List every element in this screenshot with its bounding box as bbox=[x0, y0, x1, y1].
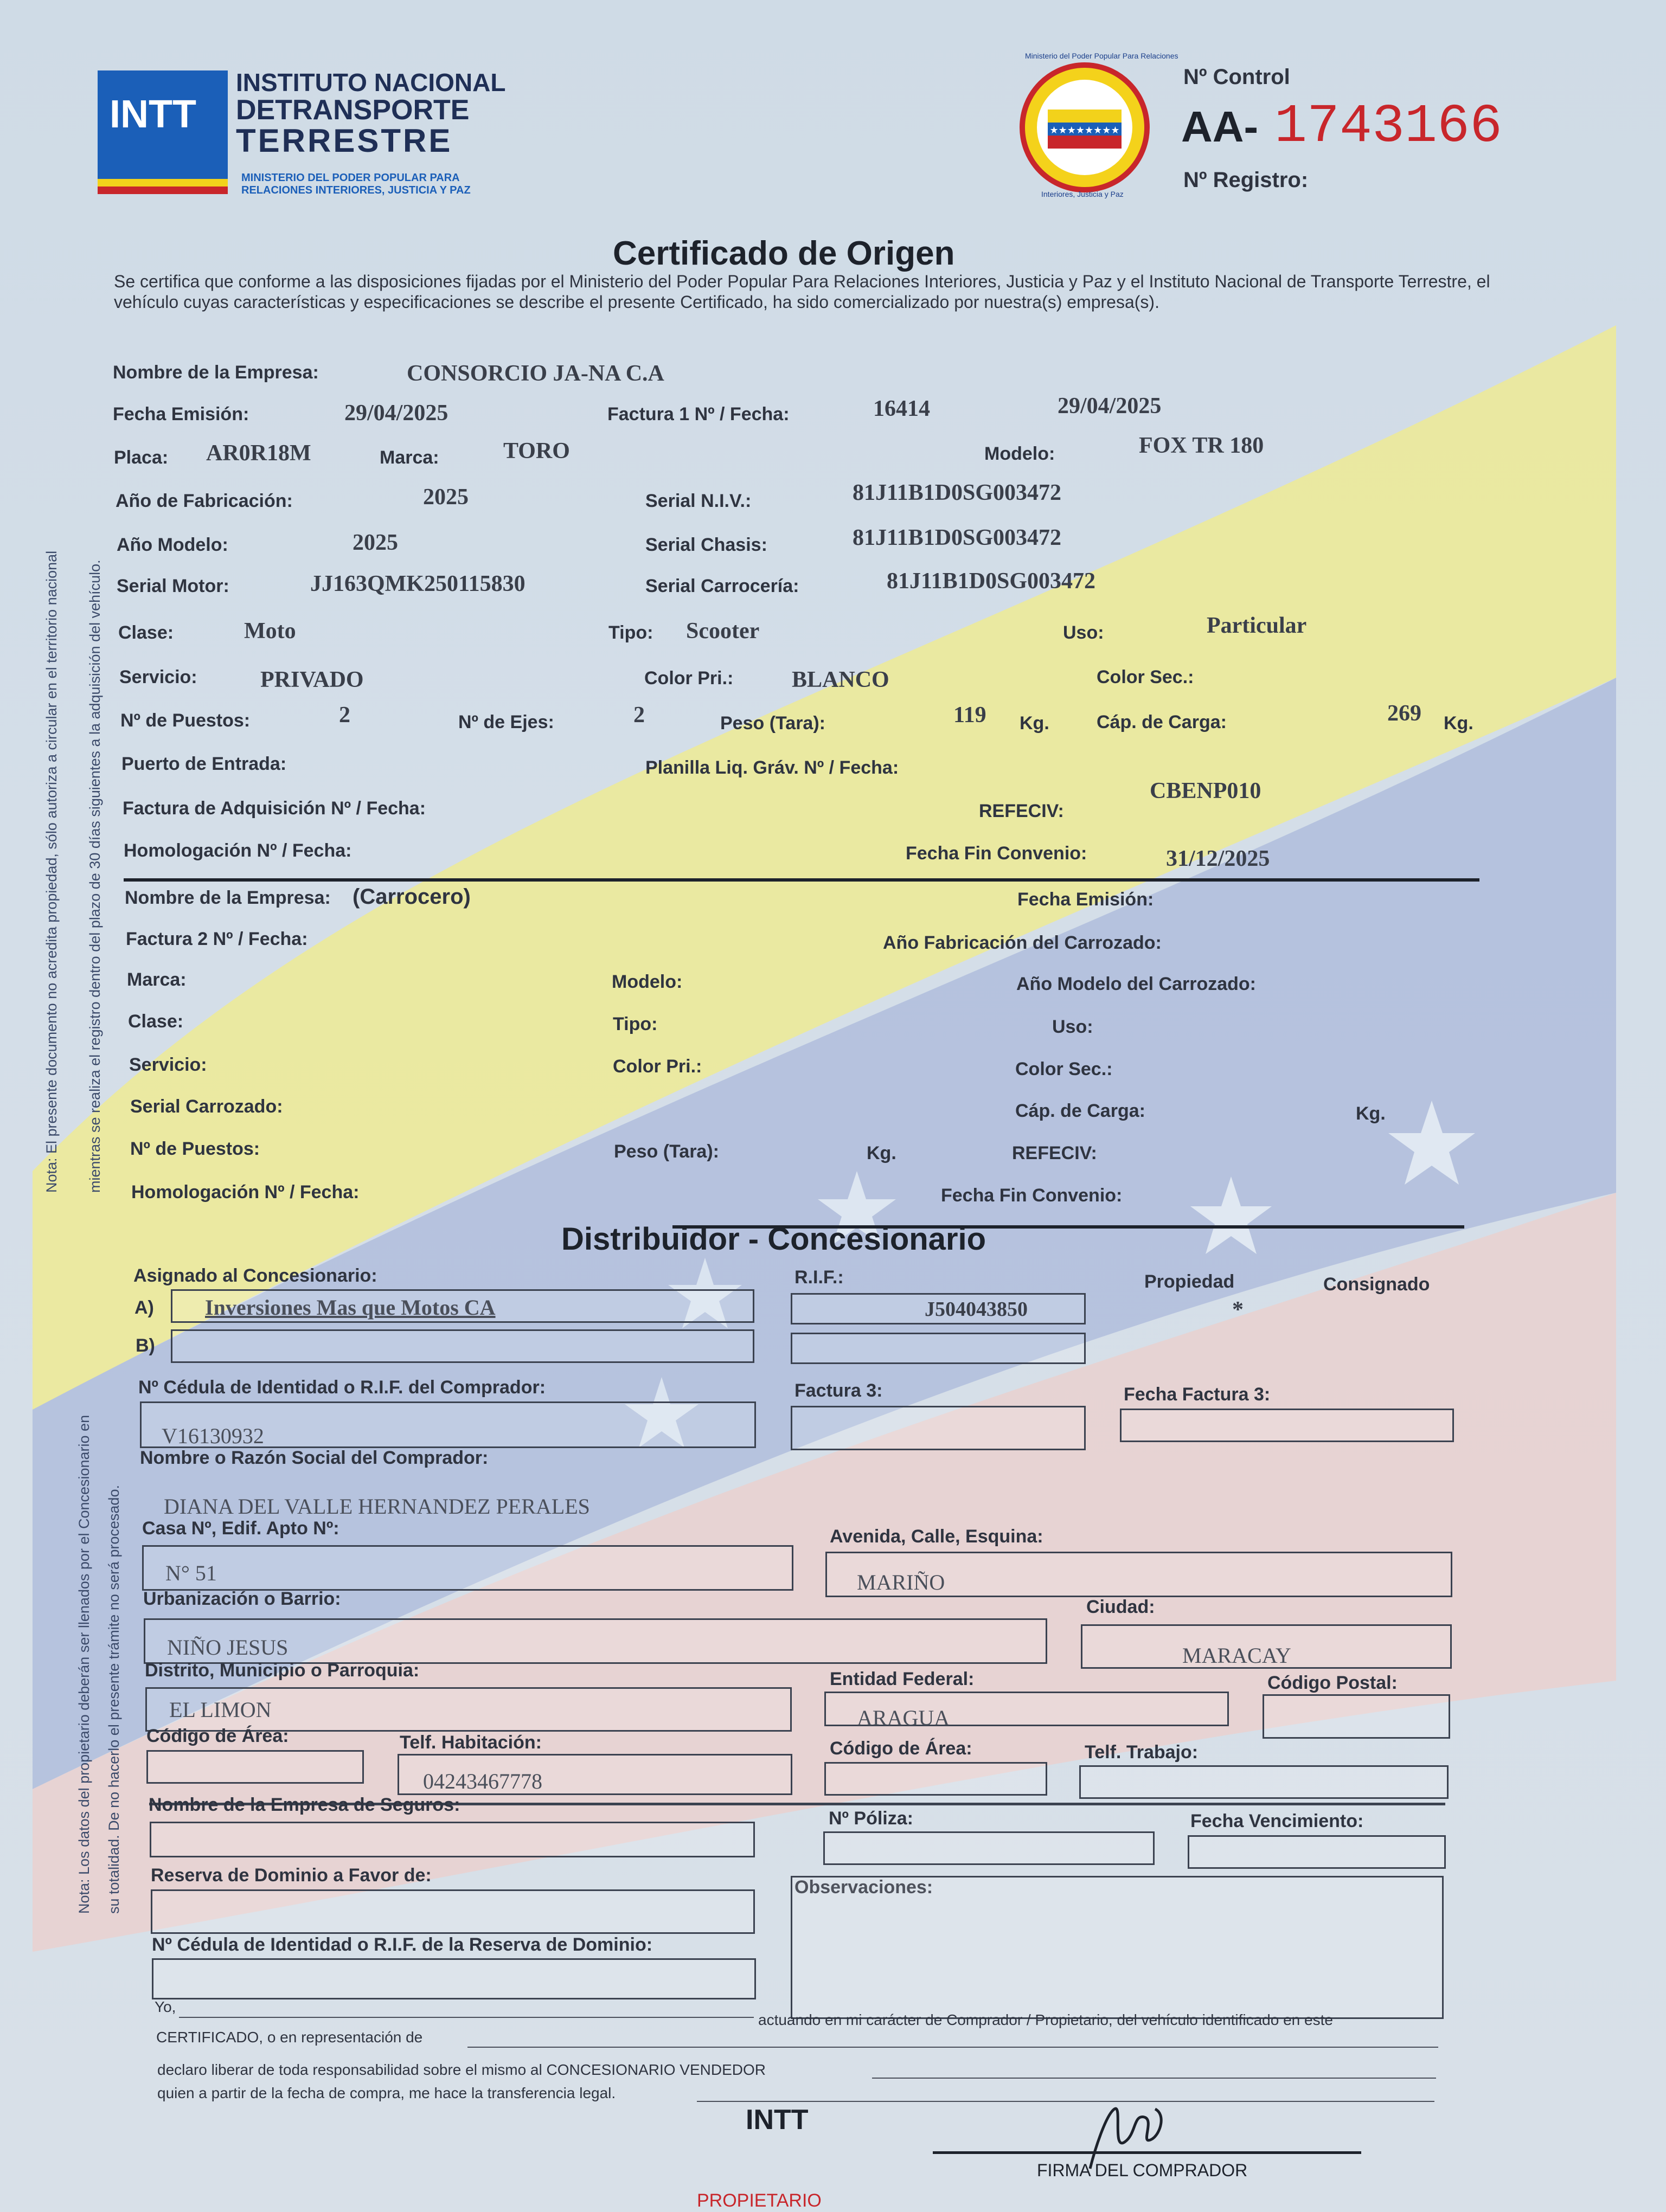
fecha-emision-value: 29/04/2025 bbox=[344, 401, 448, 426]
ejes-label: Nº de Ejes: bbox=[458, 712, 554, 732]
tipo-value: Scooter bbox=[686, 619, 760, 644]
clase-label: Clase: bbox=[118, 622, 174, 643]
footer-quien: quien a partir de la fecha de compra, me hace la transferencia legal. bbox=[157, 2085, 616, 2101]
logo-flag-stripe bbox=[98, 179, 228, 187]
casa-label: Casa Nº, Edif. Apto Nº: bbox=[142, 1518, 339, 1539]
refeciv2-label: REFECIV: bbox=[1012, 1143, 1097, 1163]
ministry-seal bbox=[1003, 60, 1166, 201]
consignado-label: Consignado bbox=[1323, 1274, 1430, 1295]
observaciones-label: Observaciones: bbox=[794, 1877, 933, 1898]
refeciv-label: REFECIV: bbox=[979, 801, 1064, 821]
telf-trabajo-field[interactable] bbox=[1079, 1765, 1449, 1799]
factura-adq-label: Factura de Adquisición Nº / Fecha: bbox=[123, 798, 426, 819]
carrocero-label: (Carrocero) bbox=[353, 885, 471, 909]
rif-label: R.I.F.: bbox=[794, 1267, 844, 1288]
logo-sub2: RELACIONES INTERIORES, JUSTICIA Y PAZ bbox=[241, 184, 471, 196]
serial-carroceria-value: 81J11B1D0SG003472 bbox=[887, 569, 1096, 594]
logo-sub1: MINISTERIO DEL PODER POPULAR PARA bbox=[241, 172, 460, 184]
distrito-label: Distrito, Municipio o Parroquia: bbox=[145, 1660, 420, 1681]
signature-line bbox=[872, 2078, 1436, 2079]
fecha-factura3-label: Fecha Factura 3: bbox=[1124, 1384, 1271, 1405]
fecha-fin-label: Fecha Fin Convenio: bbox=[906, 843, 1087, 864]
side-note-top-2: mientras se realiza el registro dentro del plazo de 30 días siguientes a la adquisición del vehículo. bbox=[87, 560, 103, 1193]
peso-value: 119 bbox=[953, 703, 986, 728]
homologacion2-label: Homologación Nº / Fecha: bbox=[131, 1182, 360, 1203]
firma-line bbox=[933, 2151, 1361, 2154]
homologacion-label: Homologación Nº / Fecha: bbox=[124, 840, 352, 861]
peso2-unit: Kg. bbox=[867, 1143, 896, 1163]
serial-motor-value: JJ163QMK250115830 bbox=[310, 571, 526, 596]
concesionario-a-value: Inversiones Mas que Motos CA bbox=[205, 1295, 496, 1320]
intro-text: Se certifica que conforme a las disposiciones fijadas por el Ministerio del Poder Popular Para Relaciones Interiores, Justicia y Paz y el Instituto Nacional de Transporte Terrestre, el vehículo cuyas características y especificaciones se describe el presente Certificado, ha sido comercializado por nuestra(s) empresa(s). bbox=[114, 272, 1490, 312]
logo-flag-stripe bbox=[98, 187, 228, 194]
casa-value: N° 51 bbox=[165, 1561, 217, 1585]
color-sec-label: Color Sec.: bbox=[1097, 667, 1194, 687]
nombre-value: DIANA DEL VALLE HERNANDEZ PERALES bbox=[164, 1494, 590, 1519]
distribuidor-title: Distribuidor - Concesionario bbox=[561, 1221, 986, 1257]
puerto-label: Puerto de Entrada: bbox=[121, 754, 287, 774]
propiedad-mark: * bbox=[1232, 1297, 1244, 1322]
fecha-emision2-label: Fecha Emisión: bbox=[1017, 889, 1154, 910]
empresa-label: Nombre de la Empresa: bbox=[113, 362, 319, 383]
cedula-value: V16130932 bbox=[162, 1424, 264, 1448]
entidad-label: Entidad Federal: bbox=[830, 1669, 975, 1689]
side-note-top-1: Nota: El presente documento no acredita propiedad, sólo autoriza a circular en el territorio nacional bbox=[43, 550, 60, 1193]
logo-line2: DETRANSPORTE bbox=[236, 94, 470, 126]
telf-hab-label: Telf. Habitación: bbox=[400, 1732, 542, 1753]
serial-niv-label: Serial N.I.V.: bbox=[645, 491, 752, 511]
asignado-label: Asignado al Concesionario: bbox=[133, 1265, 377, 1286]
codigo-area-field[interactable] bbox=[146, 1750, 364, 1784]
telf-hab-value: 04243467778 bbox=[423, 1769, 542, 1793]
rif-a-value: J504043850 bbox=[925, 1298, 1028, 1321]
factura1-label: Factura 1 Nº / Fecha: bbox=[607, 404, 790, 425]
ciudad-label: Ciudad: bbox=[1086, 1597, 1155, 1617]
codigo-area2-label: Código de Área: bbox=[830, 1738, 972, 1759]
registro-label: Nº Registro: bbox=[1183, 168, 1309, 192]
servicio2-label: Servicio: bbox=[129, 1054, 207, 1075]
fecha-fin2-label: Fecha Fin Convenio: bbox=[941, 1185, 1123, 1206]
placa-value: AR0R18M bbox=[206, 441, 311, 466]
factura3-label: Factura 3: bbox=[794, 1380, 883, 1401]
distrito-value: EL LIMON bbox=[169, 1697, 272, 1722]
placa-label: Placa: bbox=[114, 447, 169, 468]
marca-label: Marca: bbox=[380, 447, 439, 468]
anio-fab-value: 2025 bbox=[423, 485, 469, 510]
side-note-bottom-2: su totalidad. De no hacerlo el presente trámite no será procesado. bbox=[106, 1485, 122, 1914]
factura1-date: 29/04/2025 bbox=[1058, 394, 1162, 419]
vencimiento-label: Fecha Vencimiento: bbox=[1190, 1811, 1364, 1831]
modelo2-label: Modelo: bbox=[612, 972, 683, 992]
peso-label: Peso (Tara): bbox=[720, 713, 825, 734]
seguros-field[interactable] bbox=[150, 1822, 755, 1857]
reserva-label: Reserva de Dominio a Favor de: bbox=[151, 1865, 432, 1886]
codigo-area-label: Código de Área: bbox=[146, 1726, 289, 1746]
cedula-reserva-label: Nº Cédula de Identidad o R.I.F. de la Reserva de Dominio: bbox=[152, 1934, 653, 1955]
uso-label: Uso: bbox=[1063, 622, 1104, 643]
section-divider bbox=[124, 878, 1479, 882]
nombre-label: Nombre o Razón Social del Comprador: bbox=[140, 1448, 489, 1468]
codigo-postal-field[interactable] bbox=[1263, 1694, 1450, 1739]
factura3-field[interactable] bbox=[791, 1406, 1086, 1450]
logo-line3: TERRESTRE bbox=[236, 123, 453, 159]
puestos-label: Nº de Puestos: bbox=[120, 710, 251, 731]
propietario-label: PROPIETARIO bbox=[697, 2190, 822, 2211]
codigo-area2-field[interactable] bbox=[824, 1762, 1047, 1796]
observaciones-field[interactable] bbox=[791, 1876, 1444, 2019]
entidad-value: ARAGUA bbox=[857, 1706, 950, 1730]
footer-yo: Yo, bbox=[155, 1998, 176, 2015]
avenida-value: MARIÑO bbox=[857, 1570, 945, 1594]
serial-chasis-label: Serial Chasis: bbox=[645, 535, 767, 555]
cap-carga-value: 269 bbox=[1387, 701, 1421, 726]
footer-declaro: declaro liberar de toda responsabilidad sobre el mismo al CONCESIONARIO VENDEDOR bbox=[157, 2061, 766, 2078]
poliza-field[interactable] bbox=[823, 1831, 1155, 1865]
concesionario-b-field[interactable] bbox=[171, 1329, 754, 1363]
control-label: Nº Control bbox=[1183, 65, 1290, 89]
puestos-value: 2 bbox=[339, 703, 350, 728]
serial-niv-value: 81J11B1D0SG003472 bbox=[853, 480, 1062, 505]
peso-unit: Kg. bbox=[1020, 713, 1049, 734]
empresa-value: CONSORCIO JA-NA C.A bbox=[407, 361, 664, 386]
servicio-label: Servicio: bbox=[119, 667, 197, 687]
intt-logo bbox=[98, 68, 506, 203]
color-pri-label: Color Pri.: bbox=[644, 668, 734, 689]
codigo-postal-label: Código Postal: bbox=[1267, 1673, 1398, 1693]
serial-carrozado-label: Serial Carrozado: bbox=[130, 1096, 283, 1117]
cedula-label: Nº Cédula de Identidad o R.I.F. del Comprador: bbox=[138, 1377, 546, 1398]
serial-carroceria-label: Serial Carrocería: bbox=[645, 576, 799, 596]
cap-carga-label: Cáp. de Carga: bbox=[1097, 712, 1227, 732]
modelo-label: Modelo: bbox=[984, 443, 1055, 464]
signature-line bbox=[697, 2101, 1434, 2102]
seal-text-top: Ministerio del Poder Popular Para Relaciones bbox=[1025, 52, 1178, 60]
telf-trabajo-label: Telf. Trabajo: bbox=[1085, 1742, 1199, 1763]
casa-field[interactable] bbox=[142, 1545, 793, 1591]
control-number: 1743166 bbox=[1274, 97, 1503, 158]
servicio-value: PRIVADO bbox=[260, 667, 364, 692]
side-note-bottom-1: Nota: Los datos del propietario deberán ser llenados por el Concesionario en bbox=[76, 1414, 92, 1914]
footer-intt: INTT bbox=[746, 2104, 809, 2136]
logo-badge-text: INTT bbox=[110, 93, 196, 136]
marca-value: TORO bbox=[503, 439, 570, 464]
color-sec2-label: Color Sec.: bbox=[1015, 1059, 1113, 1079]
uso2-label: Uso: bbox=[1052, 1017, 1093, 1037]
tipo2-label: Tipo: bbox=[613, 1014, 658, 1034]
refeciv-value: CBENP010 bbox=[1150, 779, 1261, 803]
serial-motor-label: Serial Motor: bbox=[117, 576, 229, 596]
row-b-label: B) bbox=[136, 1335, 155, 1356]
factura1-number: 16414 bbox=[873, 396, 930, 421]
footer-actuando: actuando en mi carácter de Comprador / Propietario, del vehículo identificado en este bbox=[758, 2011, 1333, 2028]
avenida-label: Avenida, Calle, Esquina: bbox=[830, 1526, 1043, 1547]
uso-value: Particular bbox=[1207, 613, 1307, 638]
tipo-label: Tipo: bbox=[608, 622, 653, 643]
footer-certificado: CERTIFICADO, o en representación de bbox=[156, 2029, 423, 2046]
clase-value: Moto bbox=[244, 619, 296, 644]
cap-carga-unit: Kg. bbox=[1444, 713, 1473, 734]
rif-b-field[interactable] bbox=[791, 1333, 1086, 1364]
clase2-label: Clase: bbox=[128, 1011, 184, 1032]
propiedad-label: Propiedad bbox=[1144, 1271, 1235, 1292]
ejes-value: 2 bbox=[633, 703, 645, 728]
reserva-field[interactable] bbox=[151, 1889, 755, 1934]
anio-fab-label: Año de Fabricación: bbox=[116, 491, 293, 511]
anio-fab-carr-label: Año Fabricación del Carrozado: bbox=[883, 933, 1162, 953]
planilla-label: Planilla Liq. Gráv. Nº / Fecha: bbox=[645, 757, 899, 778]
anio-modelo-label: Año Modelo: bbox=[117, 535, 228, 555]
row-a-label: A) bbox=[134, 1297, 154, 1318]
vencimiento-field[interactable] bbox=[1188, 1835, 1446, 1869]
color-pri2-label: Color Pri.: bbox=[613, 1056, 702, 1077]
seal-text-bottom: Interiores, Justicia y Paz bbox=[1041, 190, 1124, 198]
fecha-fin-value: 31/12/2025 bbox=[1166, 846, 1270, 871]
svg-text:★★★★★★★★: ★★★★★★★★ bbox=[1049, 125, 1120, 136]
signature-line bbox=[179, 2017, 754, 2018]
marca2-label: Marca: bbox=[127, 969, 187, 990]
poliza-label: Nº Póliza: bbox=[829, 1808, 913, 1829]
factura2-label: Factura 2 Nº / Fecha: bbox=[126, 929, 308, 949]
control-prefix: AA- bbox=[1181, 102, 1259, 151]
logo-line1: INSTITUTO NACIONAL bbox=[236, 68, 506, 97]
cap-carga2-label: Cáp. de Carga: bbox=[1015, 1101, 1145, 1121]
modelo-value: FOX TR 180 bbox=[1139, 433, 1264, 458]
color-pri-value: BLANCO bbox=[792, 667, 889, 692]
empresa2-label: Nombre de la Empresa: bbox=[125, 888, 331, 908]
anio-modelo-value: 2025 bbox=[353, 530, 398, 555]
page-title: Certificado de Origen bbox=[613, 235, 955, 272]
puestos2-label: Nº de Puestos: bbox=[130, 1139, 260, 1159]
cap-carga2-unit: Kg. bbox=[1356, 1103, 1386, 1124]
serial-chasis-value: 81J11B1D0SG003472 bbox=[853, 525, 1062, 550]
fecha-factura3-field[interactable] bbox=[1120, 1409, 1454, 1442]
firma-label: FIRMA DEL COMPRADOR bbox=[1037, 2160, 1248, 2180]
fecha-emision-label: Fecha Emisión: bbox=[113, 404, 249, 425]
cedula-reserva-field[interactable] bbox=[152, 1958, 756, 1999]
anio-modelo-carr-label: Año Modelo del Carrozado: bbox=[1016, 974, 1256, 994]
urbanizacion-value: NIÑO JESUS bbox=[167, 1635, 289, 1660]
seguros-label: Nombre de la Empresa de Seguros: bbox=[149, 1795, 460, 1815]
ciudad-value: MARACAY bbox=[1182, 1643, 1291, 1668]
signature-line bbox=[467, 2047, 1438, 2048]
urbanizacion-label: Urbanización o Barrio: bbox=[143, 1589, 341, 1609]
peso2-label: Peso (Tara): bbox=[614, 1141, 719, 1162]
